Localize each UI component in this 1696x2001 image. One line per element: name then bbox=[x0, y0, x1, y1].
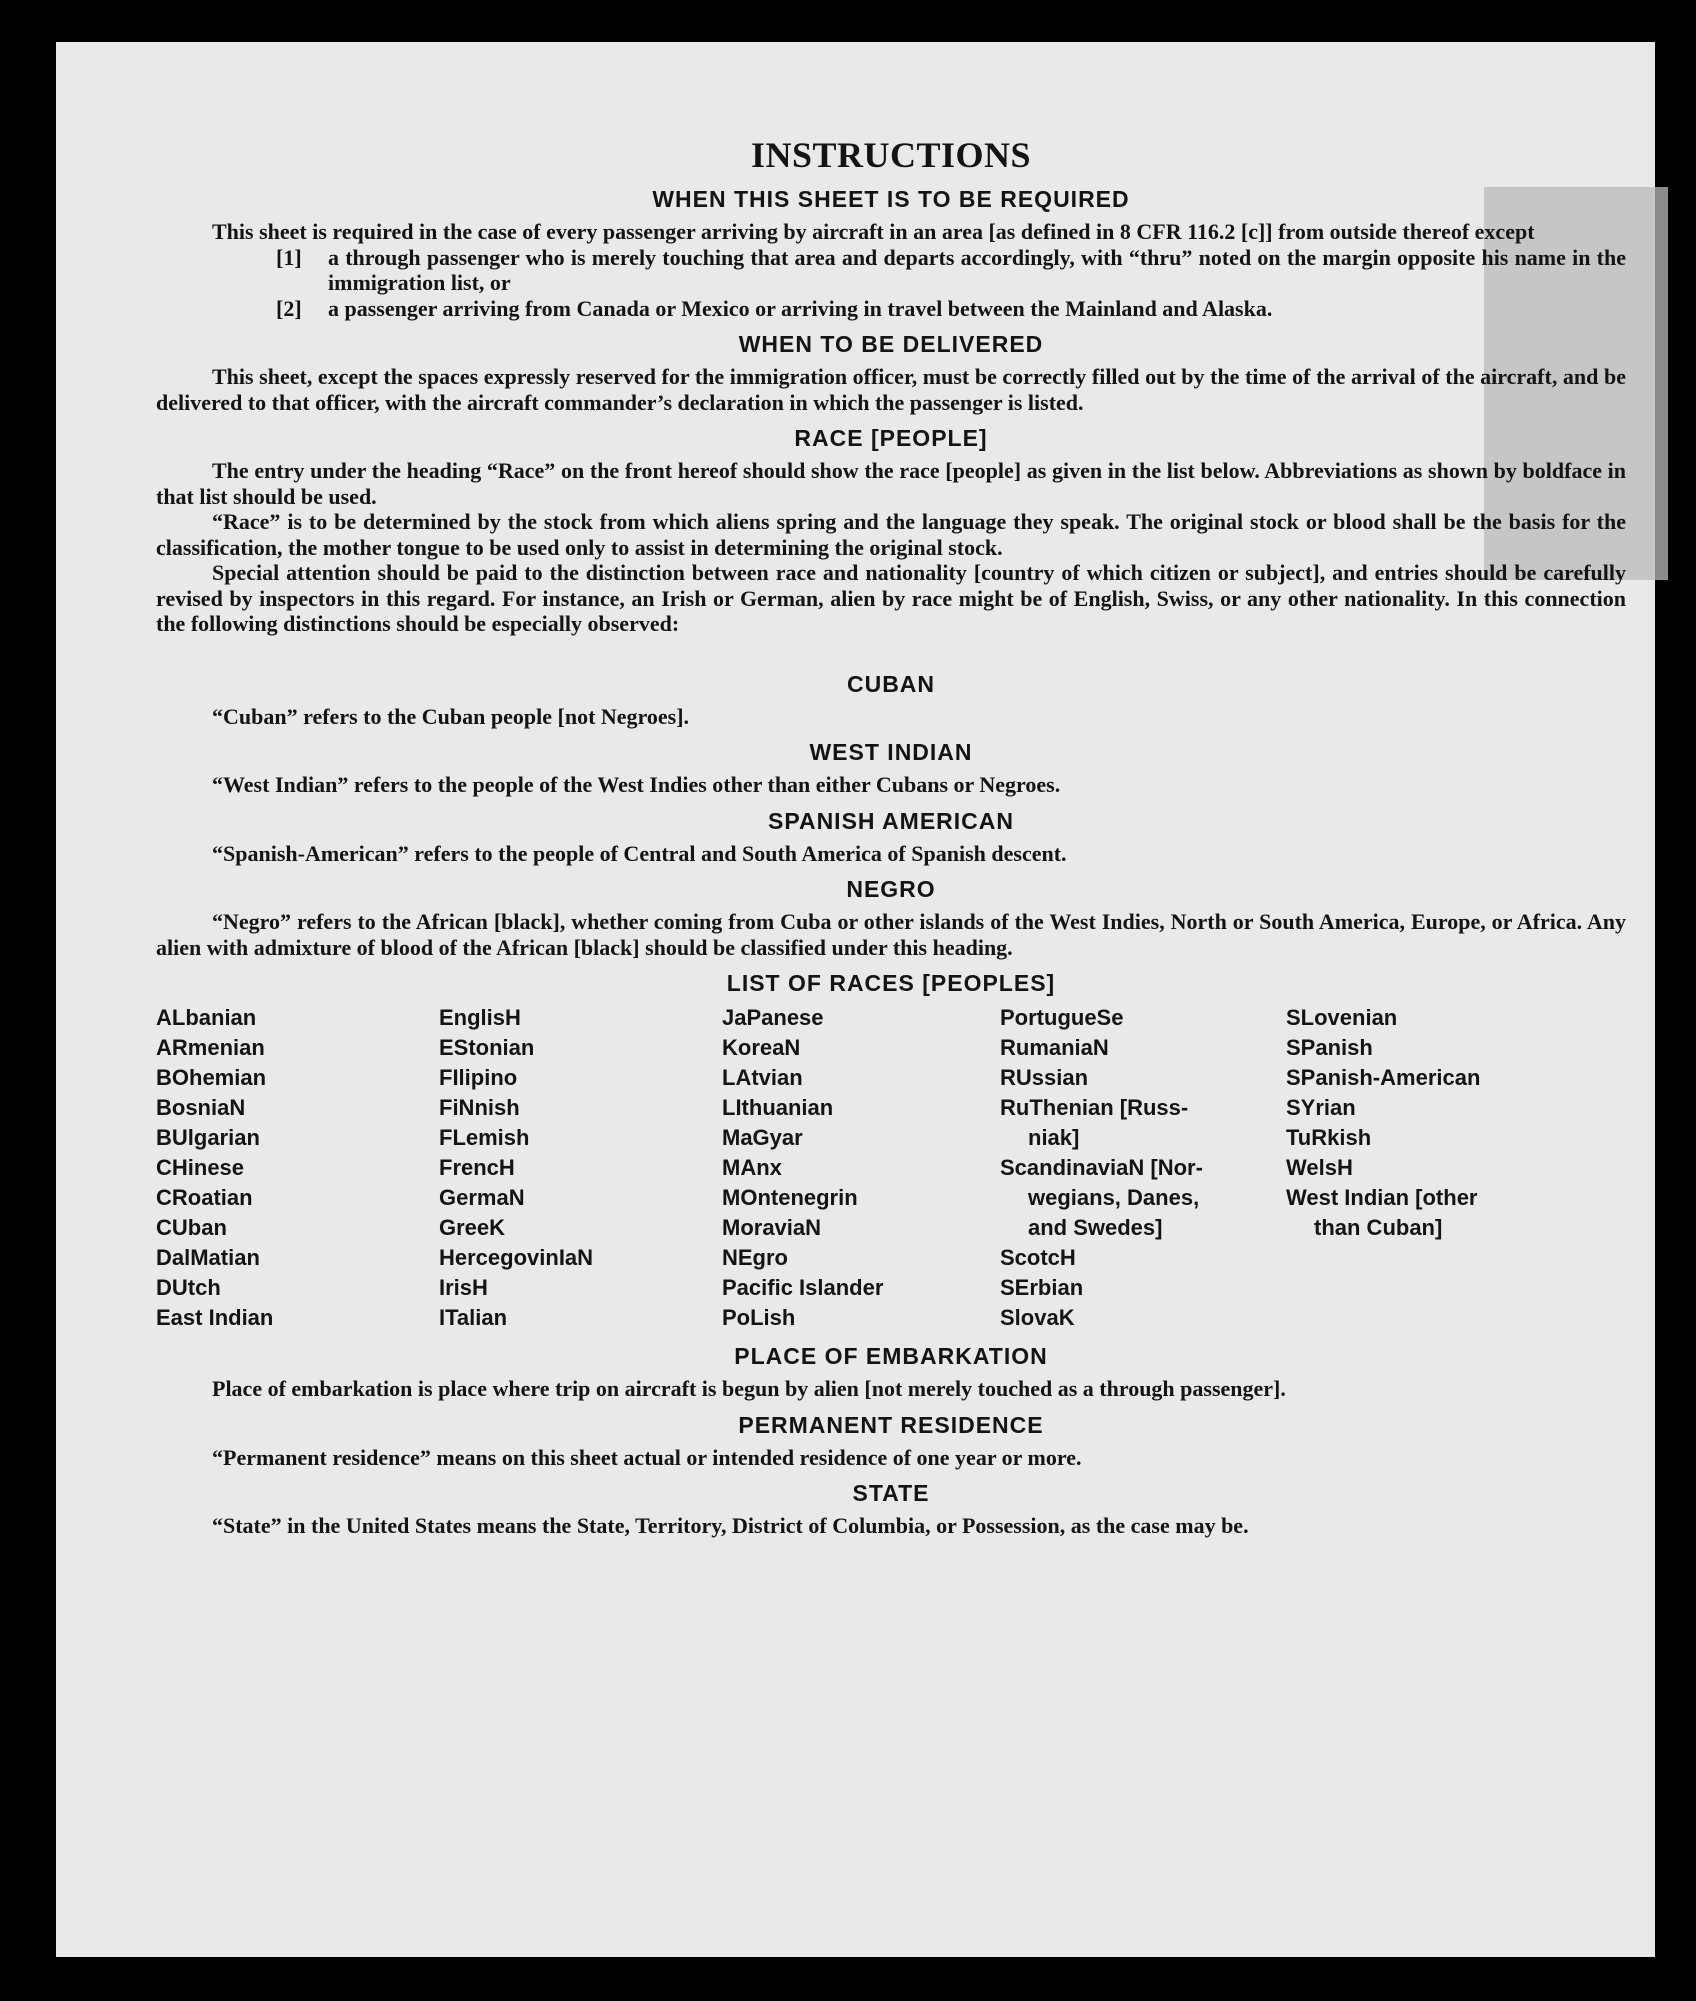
race-item: RuThenian [Russ- bbox=[1000, 1095, 1189, 1120]
heading-when-required: WHEN THIS SHEET IS TO BE REQUIRED bbox=[652, 186, 1130, 212]
race-item: SYrian bbox=[1286, 1095, 1356, 1120]
race-column bbox=[1000, 1003, 1286, 1333]
race-item: MOntenegrin bbox=[722, 1185, 858, 1210]
race-item: ALbanian bbox=[156, 1005, 257, 1030]
heading-state: STATE bbox=[852, 1480, 930, 1506]
race-item: BOhemian bbox=[156, 1065, 267, 1090]
exception-number: [1] bbox=[276, 244, 302, 270]
heading-race: RACE [PEOPLE] bbox=[794, 425, 988, 451]
race-item: ScotcH bbox=[1000, 1245, 1076, 1270]
permanent-residence-text: “Permanent residence” means on this sheet actual or intended residence of one year or more. bbox=[212, 1444, 1082, 1470]
race-item: West Indian [other bbox=[1286, 1185, 1478, 1210]
race-list bbox=[156, 1003, 1626, 1333]
heading-embarkation: PLACE OF EMBARKATION bbox=[734, 1343, 1048, 1369]
race-item: PortugueSe bbox=[1000, 1005, 1124, 1030]
heading-list-of-races: LIST OF RACES [PEOPLES] bbox=[726, 970, 1056, 996]
race-item: FiNnish bbox=[439, 1095, 520, 1120]
race-item: SPanish-American bbox=[1286, 1065, 1481, 1090]
negro-text: “Negro” refers to the African [black], whether coming from Cuba or other islands of the West Indies, North or South America, Europe, or Africa. Any alien with admixture of blood of the African [black] should be classified under this heading. bbox=[156, 909, 1626, 960]
race-item: MoraviaN bbox=[722, 1215, 822, 1240]
race-item: SErbian bbox=[1000, 1275, 1084, 1300]
race-item-continuation: than Cuban] bbox=[1314, 1215, 1443, 1240]
race-item: Pacific Islander bbox=[722, 1275, 884, 1300]
embarkation-text: Place of embarkation is place where trip on aircraft is begun by alien [not merely touched as a through passenger]. bbox=[212, 1376, 1286, 1401]
when-required-intro: This sheet is required in the case of every passenger arriving by aircraft in an area [as defined in 8 CFR 116.2 [c]] from outside thereof except bbox=[212, 219, 1535, 244]
race-item: CRoatian bbox=[156, 1185, 253, 1210]
when-delivered-text: This sheet, except the spaces expressly reserved for the immigration officer, must be correctly filled out by the time of the arrival of the aircraft, and be delivered to that officer, with the aircraft commander’s declaration in which the passenger is listed. bbox=[156, 364, 1626, 415]
race-item: DUtch bbox=[156, 1275, 221, 1300]
document-content bbox=[156, 134, 1626, 1539]
race-column bbox=[439, 1003, 722, 1333]
race-item: ITalian bbox=[439, 1305, 508, 1330]
exception-text: a through passenger who is merely touching that area and departs accordingly, with “thru” noted on the margin opposite his name in the immigration list, or bbox=[328, 244, 1626, 295]
exception-number: [2] bbox=[276, 295, 302, 321]
race-item: CHinese bbox=[156, 1155, 245, 1180]
race-item: BosniaN bbox=[156, 1095, 246, 1120]
race-item: East Indian bbox=[156, 1305, 274, 1330]
state-text: “State” in the United States means the State, Territory, District of Columbia, or Possession, as the case may be. bbox=[212, 1513, 1249, 1538]
race-item: RumaniaN bbox=[1000, 1035, 1109, 1060]
race-item: LAtvian bbox=[722, 1065, 803, 1090]
race-item: NEgro bbox=[722, 1245, 788, 1270]
west-indian-text: “West Indian” refers to the people of the West Indies other than either Cubans or Negroes. bbox=[212, 772, 1061, 797]
cuban-text: “Cuban” refers to the Cuban people [not Negroes]. bbox=[212, 703, 690, 729]
document-page bbox=[56, 42, 1655, 1957]
heading-west-indian: WEST INDIAN bbox=[809, 739, 973, 765]
exception-item bbox=[276, 296, 1626, 322]
race-item: SPanish bbox=[1286, 1035, 1373, 1060]
race-item: CUban bbox=[156, 1215, 227, 1240]
race-column bbox=[156, 1003, 439, 1333]
race-item: SLovenian bbox=[1286, 1005, 1398, 1030]
race-item: MaGyar bbox=[722, 1125, 803, 1150]
race-item: LIthuanian bbox=[722, 1095, 834, 1120]
race-item-continuation: and Swedes] bbox=[1028, 1215, 1163, 1240]
race-item: DalMatian bbox=[156, 1245, 260, 1270]
race-item: MAnx bbox=[722, 1155, 782, 1180]
race-item: ScandinaviaN [Nor- bbox=[1000, 1155, 1203, 1180]
heading-negro: NEGRO bbox=[846, 876, 936, 902]
race-item: ARmenian bbox=[156, 1035, 265, 1060]
race-item: TuRkish bbox=[1286, 1125, 1372, 1150]
race-item: EnglisH bbox=[439, 1005, 521, 1030]
race-item: EStonian bbox=[439, 1035, 535, 1060]
race-item: KoreaN bbox=[722, 1035, 801, 1060]
exception-list bbox=[276, 245, 1626, 322]
race-item: GreeK bbox=[439, 1215, 506, 1240]
race-paragraph-1: The entry under the heading “Race” on the front hereof should show the race [people] as given in the list below. Abbreviations as shown by boldface in that list should be used. bbox=[156, 458, 1626, 509]
race-item: SlovaK bbox=[1000, 1305, 1075, 1330]
race-item: BUlgarian bbox=[156, 1125, 260, 1150]
page-title: INSTRUCTIONS bbox=[750, 135, 1032, 175]
exception-item bbox=[276, 245, 1626, 296]
heading-spanish-american: SPANISH AMERICAN bbox=[767, 807, 1014, 834]
spanish-american-text: “Spanish-American” refers to the people of Central and South America of Spanish descent. bbox=[212, 840, 1067, 866]
race-item: PoLish bbox=[722, 1305, 796, 1330]
race-item: HercegovinIaN bbox=[439, 1245, 594, 1270]
race-item: RUssian bbox=[1000, 1065, 1089, 1090]
race-item: FrencH bbox=[439, 1155, 515, 1180]
race-column bbox=[722, 1003, 1000, 1333]
race-item: JaPanese bbox=[722, 1005, 824, 1030]
exception-text: a passenger arriving from Canada or Mexico or arriving in travel between the Mainland and Alaska. bbox=[328, 295, 1273, 321]
race-column bbox=[1286, 1003, 1586, 1333]
race-item: FLemish bbox=[439, 1125, 530, 1150]
race-item-continuation: wegians, Danes, bbox=[1028, 1185, 1200, 1210]
race-paragraph-3: Special attention should be paid to the distinction between race and nationality [country of which citizen or subject], and entries should be carefully revised by inspectors in this regard. For instance, an Irish or German, alien by race might be of English, Swiss, or any other nationality. In this connection the following distinctions should be especially observed: bbox=[156, 560, 1626, 636]
heading-cuban: CUBAN bbox=[846, 670, 936, 697]
heading-when-delivered: WHEN TO BE DELIVERED bbox=[738, 331, 1044, 357]
race-paragraph-2: “Race” is to be determined by the stock from which aliens spring and the language they speak. The original stock or blood shall be the basis for the classification, the mother tongue to be used only to assist in determining the original stock. bbox=[156, 509, 1626, 560]
race-item: FIlipino bbox=[439, 1065, 518, 1090]
heading-permanent-residence: PERMANENT RESIDENCE bbox=[738, 1411, 1044, 1438]
race-item: WelsH bbox=[1286, 1155, 1353, 1180]
race-item: IrisH bbox=[439, 1275, 488, 1300]
race-item: GermaN bbox=[439, 1185, 525, 1210]
race-item-continuation: niak] bbox=[1028, 1125, 1080, 1150]
